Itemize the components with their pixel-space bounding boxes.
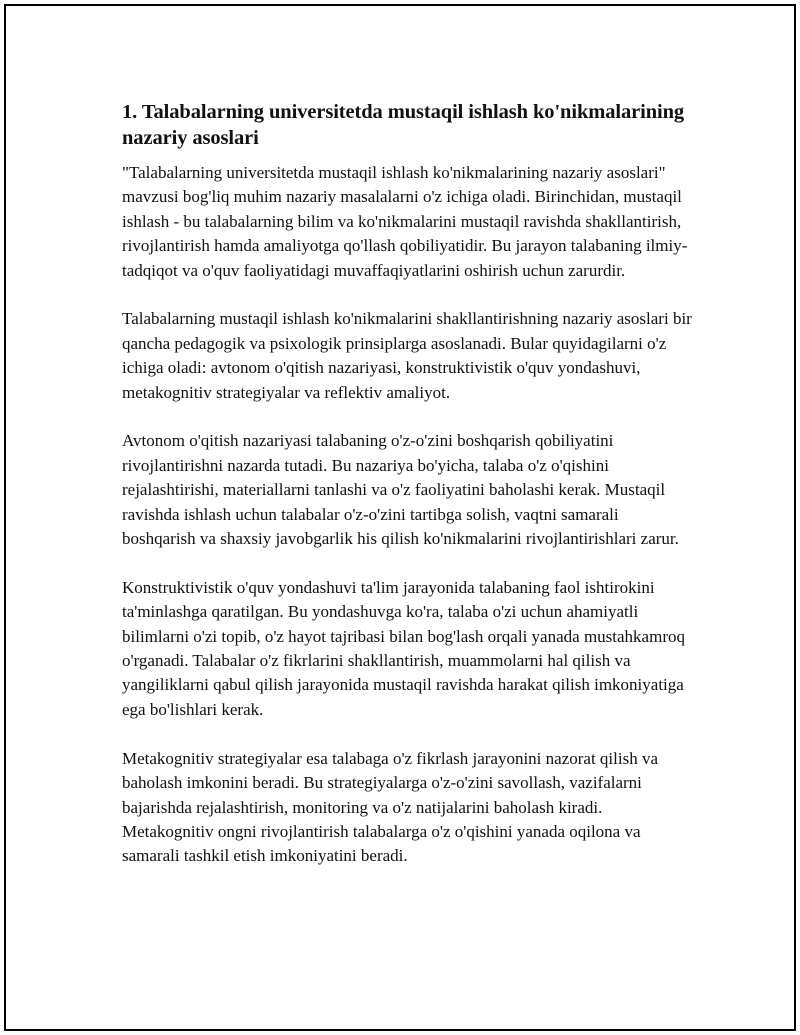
document-body [120, 99, 692, 893]
page-frame [4, 4, 796, 1031]
paragraph-metacognitive-strategies: Metakognitiv strategiyalar esa talabaga o'z fikrlash jarayonini nazorat qilish va baholash imkonini beradi. Bu strategiyalarga o'z-o'zini savollash, vazifalarni bajarishda rejalashtirish, monitoring va o'z natijalarini baholash kiradi. Metakognitiv ongni rivojlantirish talabalarga o'z o'qishini yanada oqilona va samarali tashkil etish imkoniyatini beradi. [122, 748, 659, 866]
paragraph-principles: Talabalarning mustaqil ishlash ko'nikmalarini shakllantirishning nazariy asoslari bir qancha pedagogik va psixologik prinsiplarga asoslanadi. Bular quyidagilarni o'z ichiga oladi: avtonom o'qitish nazariyasi, konstruktivistik o'quv yondashuvi, metakognitiv strategiyalar va reflektiv amaliyot. [122, 309, 692, 402]
paragraph-intro: "Talabalarning universitetda mustaqil ishlash ko'nikmalarining nazariy asoslari" mavzusi bog'liq muhim nazariy masalalarni o'z ichiga oladi. Birinchidan, mustaqil ishlash - bu talabalarning bilim va ko'nikmalarini mustaqil ravishda shakllantirish, rivojlantirish hamda amaliyotga qo'llash qobiliyatidir. Bu jarayon talabaning ilmiy-tadqiqot va o'quv faoliyatidagi muvaffaqiyatlarini oshirish uchun zarurdir. [122, 163, 688, 280]
section-heading: 1. Talabalarning universitetda mustaqil ishlash ko'nikmalarining nazariy asoslari [122, 101, 685, 149]
paragraph-autonomous-learning: Avtonom o'qitish nazariyasi talabaning o'z-o'zini boshqarish qobiliyatini rivojlantirishni nazarda tutadi. Bu nazariya bo'yicha, talaba o'z o'qishini rejalashtirishi, materiallarni tanlashi va o'z faoliyatini baholashi kerak. Mustaqil ravishda ishlash uchun talabalar o'z-o'zini tartibga solish, vaqtni samarali boshqarish va shaxsiy javobgarlik his qilish ko'nikmalarini rivojlantirishlari zarur. [122, 431, 679, 549]
paragraph-constructivist-approach: Konstruktivistik o'quv yondashuvi ta'lim jarayonida talabaning faol ishtirokini ta'minlashga qaratilgan. Bu yondashuvga ko'ra, talaba o'zi uchun ahamiyatli bilimlarni o'zi topib, o'z hayot tajribasi bilan bog'lash orqali yanada mustahkamroq o'rganadi. Talabalar o'z fikrlarini shakllantirish, muammolarni hal qilish va yangiliklarni qabul qilish jarayonida mustaqil ravishda harakat qilish imkoniyatiga ega bo'lishlari kerak. [122, 577, 685, 719]
